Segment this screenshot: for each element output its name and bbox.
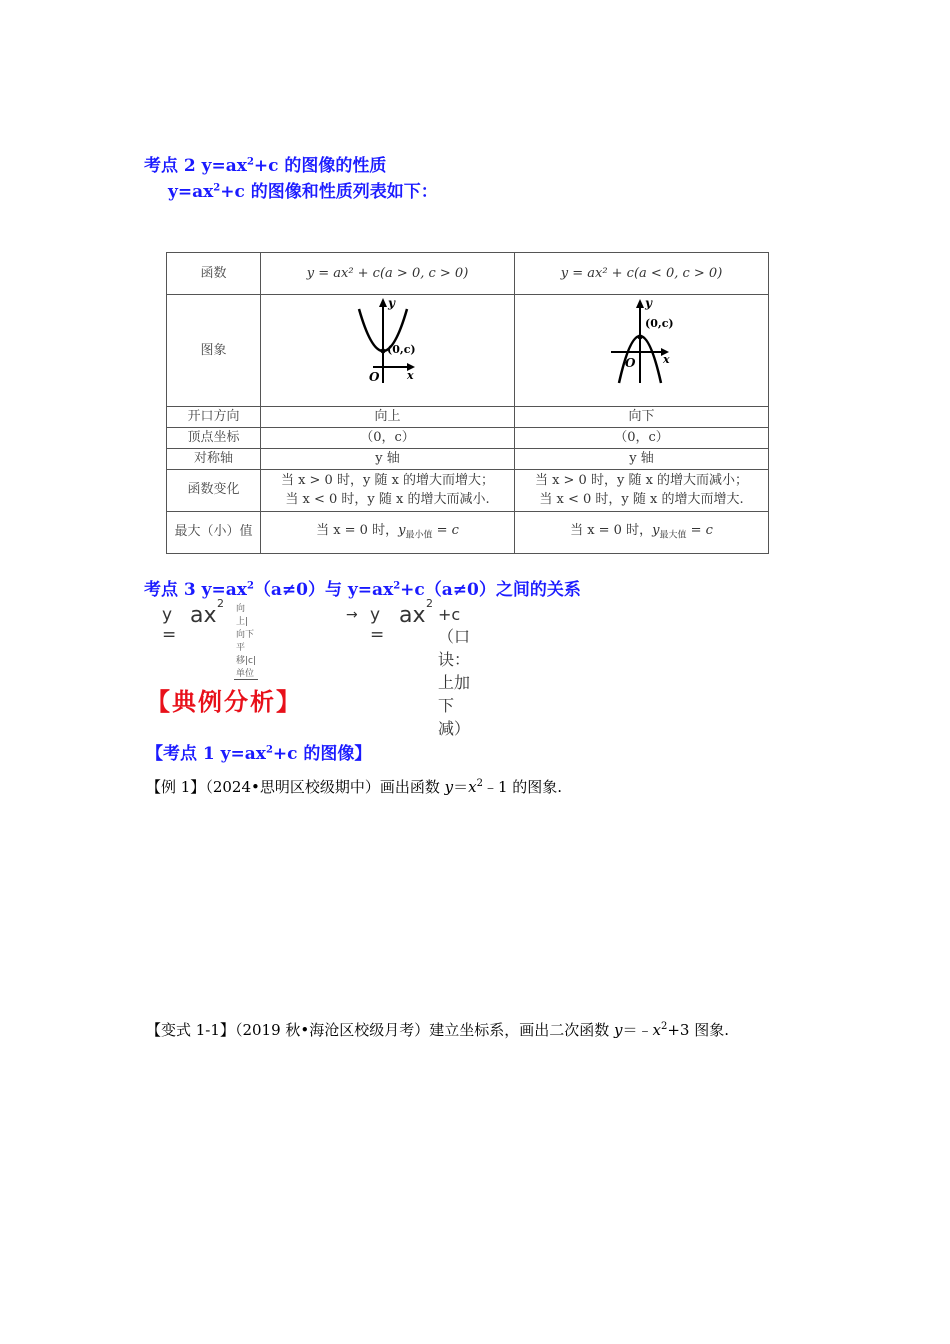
point1-title: 【考点 1 $y=ax^2+c$ 的图像】: [146, 744, 372, 764]
vertex-point: [381, 349, 386, 354]
table-row: [167, 295, 769, 407]
change-label: 函数变化: [167, 469, 261, 511]
section2-title: 考点 2 $y=ax^2+c$ 的图像的性质: [144, 156, 387, 176]
open-col2: 向下: [515, 406, 769, 427]
table-row: [167, 406, 769, 427]
change-col2: 当 x > 0 时，y 随 x 的增大而减小； 当 x < 0 时，y 随 x 的增大而增大.: [515, 469, 769, 511]
max-col1: 当 x = 0 时，$y_{最小值} = c$: [261, 511, 515, 553]
axis-label: 对称轴: [167, 448, 261, 469]
point-label: (0,c): [387, 343, 416, 356]
table-row: [167, 253, 769, 295]
col2-function: y = ax² + c(a < 0, c > 0): [515, 253, 769, 295]
y-arrow: [636, 299, 644, 308]
y-label: y: [645, 296, 652, 310]
max-col2: 当 x = 0 时，$y_{最大值} = c$: [515, 511, 769, 553]
vertex-point: [638, 335, 643, 340]
origin-label: O: [369, 370, 380, 384]
x-label: x: [663, 353, 670, 366]
properties-table: [166, 252, 769, 554]
parabola-down-graph: [515, 295, 769, 399]
table-row: [167, 511, 769, 553]
y-label: y: [388, 296, 395, 310]
example1: 【例 1】（2024•思明区校级期中）画出函数 $y=x^2﹣1$ 的图象.: [146, 778, 563, 796]
change-col1: 当 x > 0 时，y 随 x 的增大而增大； 当 x < 0 时，y 随 x 的增大而减小.: [261, 469, 515, 511]
max-label: 最大（小）值: [167, 511, 261, 553]
examples-heading: 【典例分析】: [146, 687, 302, 716]
origin-label: O: [625, 356, 636, 370]
table-row: [167, 469, 769, 511]
col1-function: y = ax² + c(a > 0, c > 0): [261, 253, 515, 295]
vertex-label: 顶点坐标: [167, 427, 261, 448]
variant1-1: 【变式 1-1】（2019 秋•海沧区校级月考）建立坐标系，画出二次函数 $y=﹣x^2+3$ 图象.: [146, 1021, 729, 1039]
vertex-col1: （0，c）: [261, 427, 515, 448]
section3-title: 考点 3 $y=ax^2(a\ne 0)$与 $y=ax^2+c(a\ne 0)$之间的关系: [144, 580, 581, 600]
y-arrow: [379, 298, 387, 307]
open-col1: 向上: [261, 406, 515, 427]
table-row: [167, 448, 769, 469]
section2-subtitle: $y=ax^2+c$ 的图像和性质列表如下：: [168, 182, 438, 202]
parabola-up-graph: [261, 295, 515, 399]
graph-label: 图象: [167, 295, 261, 407]
point-label: (0,c): [645, 317, 674, 330]
open-label: 开口方向: [167, 406, 261, 427]
x-label: x: [407, 369, 414, 382]
graph-downward-cell: [515, 295, 769, 407]
axis-col2: y 轴: [515, 448, 769, 469]
vertex-col2: （0，c）: [515, 427, 769, 448]
header-label: 函数: [167, 253, 261, 295]
table-row: [167, 427, 769, 448]
axis-col1: y 轴: [261, 448, 515, 469]
graph-upward-cell: [261, 295, 515, 407]
